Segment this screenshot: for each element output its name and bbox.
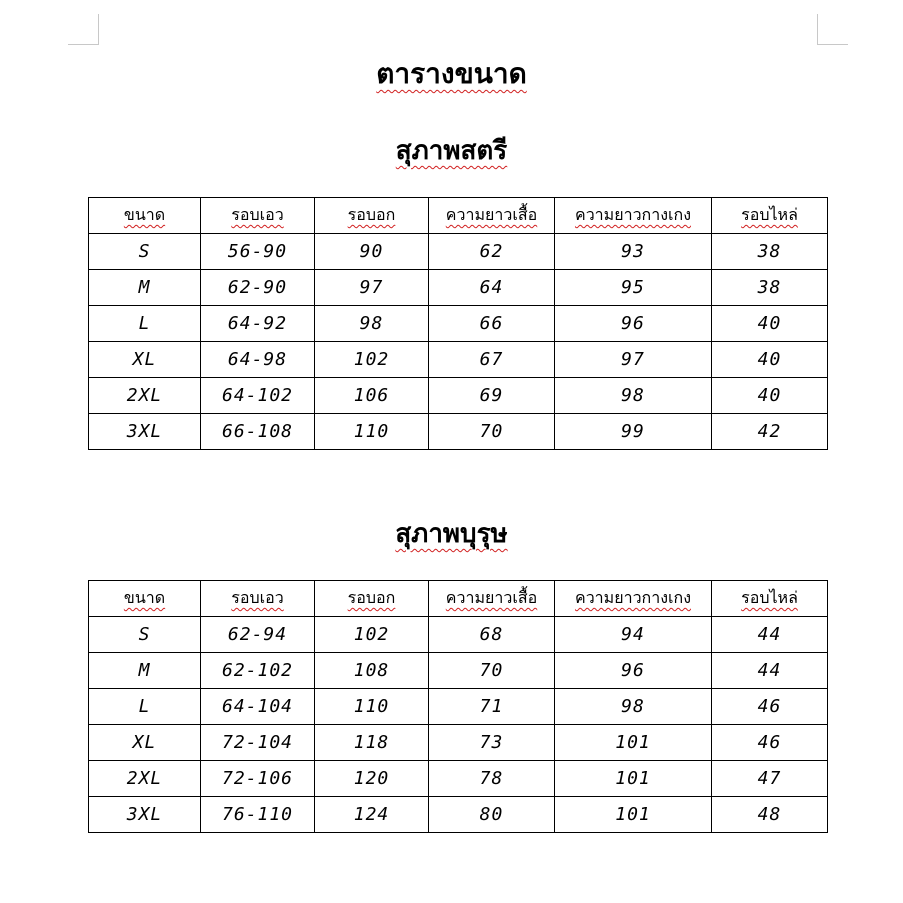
- table-cell: 73: [429, 725, 555, 761]
- table-header-row: [89, 198, 828, 234]
- table-cell: 72-106: [201, 761, 315, 797]
- table-cell: 3XL: [89, 414, 201, 450]
- table-cell: 76-110: [201, 797, 315, 833]
- header-cell: ความยาวกางเกง: [555, 581, 712, 617]
- table-row: [89, 270, 828, 306]
- table-cell: 3XL: [89, 797, 201, 833]
- table-cell: S: [89, 234, 201, 270]
- table-row: [89, 342, 828, 378]
- table-cell: 66-108: [201, 414, 315, 450]
- table-cell: 66: [429, 306, 555, 342]
- table-cell: 70: [429, 653, 555, 689]
- table-cell: 38: [712, 234, 828, 270]
- table-cell: 62-102: [201, 653, 315, 689]
- table-row: [89, 761, 828, 797]
- table-row: [89, 306, 828, 342]
- table-cell: 96: [555, 653, 712, 689]
- table-cell: L: [89, 689, 201, 725]
- table-cell: 42: [712, 414, 828, 450]
- table-cell: 120: [315, 761, 429, 797]
- women-size-table: [88, 197, 828, 450]
- men-section-title: [0, 513, 903, 554]
- table-cell: 2XL: [89, 761, 201, 797]
- page-title: [0, 52, 903, 96]
- header-cell: ความยาวเสื้อ: [429, 581, 555, 617]
- table-cell: XL: [89, 725, 201, 761]
- header-cell: ขนาด: [89, 198, 201, 234]
- table-cell: 68: [429, 617, 555, 653]
- table-cell: 62-94: [201, 617, 315, 653]
- table-cell: 64-102: [201, 378, 315, 414]
- table-cell: 71: [429, 689, 555, 725]
- table-cell: 40: [712, 306, 828, 342]
- table-cell: 95: [555, 270, 712, 306]
- table-cell: 101: [555, 761, 712, 797]
- table-cell: 40: [712, 378, 828, 414]
- table-cell: 40: [712, 342, 828, 378]
- table-row: [89, 414, 828, 450]
- table-cell: 64-92: [201, 306, 315, 342]
- table-cell: 56-90: [201, 234, 315, 270]
- table-cell: 94: [555, 617, 712, 653]
- men-size-table: [88, 580, 828, 833]
- table-cell: 102: [315, 342, 429, 378]
- table-header-row: [89, 581, 828, 617]
- table-cell: 101: [555, 797, 712, 833]
- header-cell: รอบอก: [315, 198, 429, 234]
- table-cell: 106: [315, 378, 429, 414]
- page-title-text: ตารางขนาด: [376, 57, 527, 90]
- table-cell: 80: [429, 797, 555, 833]
- table-cell: 110: [315, 689, 429, 725]
- table-cell: 38: [712, 270, 828, 306]
- table-cell: 62-90: [201, 270, 315, 306]
- table-row: [89, 378, 828, 414]
- table-cell: 67: [429, 342, 555, 378]
- table-cell: 72-104: [201, 725, 315, 761]
- women-section-title: [0, 130, 903, 171]
- header-cell: ขนาด: [89, 581, 201, 617]
- table-cell: S: [89, 617, 201, 653]
- header-cell: รอบเอว: [201, 581, 315, 617]
- table-cell: 110: [315, 414, 429, 450]
- header-cell: ความยาวกางเกง: [555, 198, 712, 234]
- table-row: [89, 689, 828, 725]
- table-cell: 64-104: [201, 689, 315, 725]
- table-cell: 44: [712, 617, 828, 653]
- men-section-title-text: สุภาพบุรุษ: [395, 519, 508, 549]
- table-row: [89, 653, 828, 689]
- table-cell: 102: [315, 617, 429, 653]
- header-cell: ความยาวเสื้อ: [429, 198, 555, 234]
- table-cell: 108: [315, 653, 429, 689]
- table-cell: 98: [555, 689, 712, 725]
- table-cell: 44: [712, 653, 828, 689]
- table-cell: 64-98: [201, 342, 315, 378]
- table-cell: 124: [315, 797, 429, 833]
- table-cell: 98: [315, 306, 429, 342]
- table-cell: 78: [429, 761, 555, 797]
- table-cell: 101: [555, 725, 712, 761]
- table-cell: 2XL: [89, 378, 201, 414]
- table-row: [89, 725, 828, 761]
- table-cell: 118: [315, 725, 429, 761]
- header-cell: รอบอก: [315, 581, 429, 617]
- table-cell: 46: [712, 689, 828, 725]
- table-cell: M: [89, 270, 201, 306]
- table-row: [89, 797, 828, 833]
- table-cell: 48: [712, 797, 828, 833]
- table-cell: XL: [89, 342, 201, 378]
- table-cell: 69: [429, 378, 555, 414]
- table-cell: 98: [555, 378, 712, 414]
- header-cell: รอบไหล่: [712, 581, 828, 617]
- header-cell: รอบเอว: [201, 198, 315, 234]
- table-cell: 90: [315, 234, 429, 270]
- table-cell: M: [89, 653, 201, 689]
- table-row: [89, 617, 828, 653]
- table-cell: 64: [429, 270, 555, 306]
- table-cell: 97: [315, 270, 429, 306]
- table-cell: 96: [555, 306, 712, 342]
- header-cell: รอบไหล่: [712, 198, 828, 234]
- table-cell: 93: [555, 234, 712, 270]
- table-row: [89, 234, 828, 270]
- table-cell: 62: [429, 234, 555, 270]
- table-cell: 70: [429, 414, 555, 450]
- table-cell: L: [89, 306, 201, 342]
- table-cell: 99: [555, 414, 712, 450]
- page-margin-corner-top-right: [817, 14, 848, 45]
- page-margin-corner-top-left: [68, 14, 99, 45]
- women-section-title-text: สุภาพสตรี: [395, 136, 508, 166]
- table-cell: 47: [712, 761, 828, 797]
- table-cell: 46: [712, 725, 828, 761]
- table-cell: 97: [555, 342, 712, 378]
